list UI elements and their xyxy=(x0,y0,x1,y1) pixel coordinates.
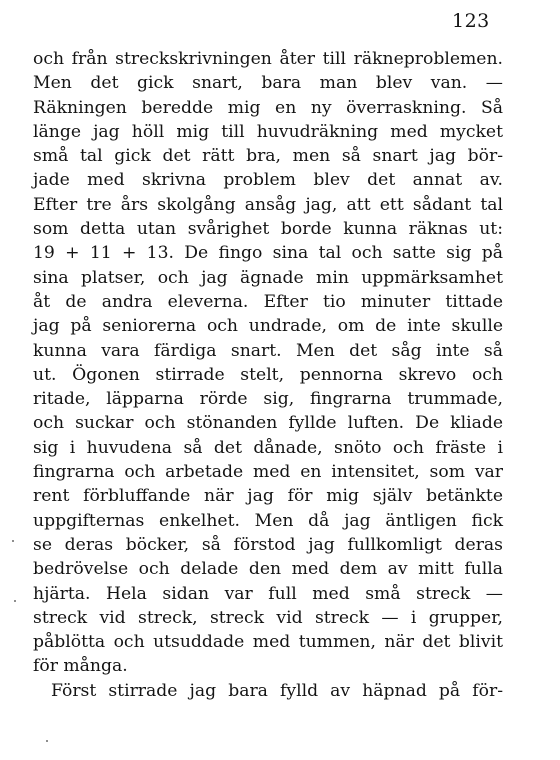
paper-speck xyxy=(46,740,48,742)
text-line: jade med skrivna problem blev det annat av. xyxy=(33,170,503,191)
text-line: för många. xyxy=(33,656,128,677)
paper-speck xyxy=(12,540,14,542)
text-line: och suckar och stönanden fyllde luften. De kliade xyxy=(33,413,503,434)
text-line: streck vid streck, streck vid streck — i grupper, xyxy=(33,607,503,628)
text-line: fingrarna och arbetade med en intensitet, som var xyxy=(33,462,503,483)
paper-speck xyxy=(14,600,16,602)
text-line: Först stirrade jag bara fylld av häpnad på för- xyxy=(51,680,503,701)
text-line: Efter tre års skolgång ansåg jag, att ett sådant tal xyxy=(33,194,503,215)
text-line: uppgifternas enkelhet. Men då jag äntligen fick xyxy=(33,510,503,531)
text-line: och från streckskrivningen åter till räkneproblemen. xyxy=(33,49,503,69)
text-line: bedrövelse och delade den med dem av mitt fulla xyxy=(33,559,503,580)
text-line: små tal gick det rätt bra, men så snart jag bör- xyxy=(33,146,503,167)
text-line: rent förbluffande när jag för mig själv betänkte xyxy=(33,486,503,507)
text-line: jag på seniorerna och undrade, om de inte skulle xyxy=(33,316,503,337)
body-text xyxy=(33,47,503,703)
text-line: sina platser, och jag ägnade min uppmärksamhet xyxy=(33,267,503,288)
text-line: Räkningen beredde mig en ny överraskning. Så xyxy=(33,97,503,118)
text-line: kunna vara färdiga snart. Men det såg inte så xyxy=(33,340,503,361)
text-line: 19 + 11 + 13. De fingo sina tal och satte sig på xyxy=(33,243,503,264)
text-line: ut. Ögonen stirrade stelt, pennorna skrevo och xyxy=(33,364,503,385)
text-line: hjärta. Hela sidan var full med små streck — xyxy=(33,583,503,604)
text-line: se deras böcker, så förstod jag fullkomligt deras xyxy=(33,534,503,555)
text-line: länge jag höll mig till huvudräkning med mycket xyxy=(33,121,503,142)
text-line: ritade, läpparna rörde sig, fingrarna trummade, xyxy=(33,389,503,410)
text-line: åt de andra eleverna. Efter tio minuter tittade xyxy=(33,291,503,312)
text-line: påblötta och utsuddade med tummen, när det blivit xyxy=(33,632,503,653)
text-line: som detta utan svårighet borde kunna räknas ut: xyxy=(33,219,503,240)
text-line: Men det gick snart, bara man blev van. — xyxy=(33,73,503,94)
text-line: sig i huvudena så det dånade, snöto och fräste i xyxy=(33,437,503,458)
page-number: 123 xyxy=(452,10,490,32)
